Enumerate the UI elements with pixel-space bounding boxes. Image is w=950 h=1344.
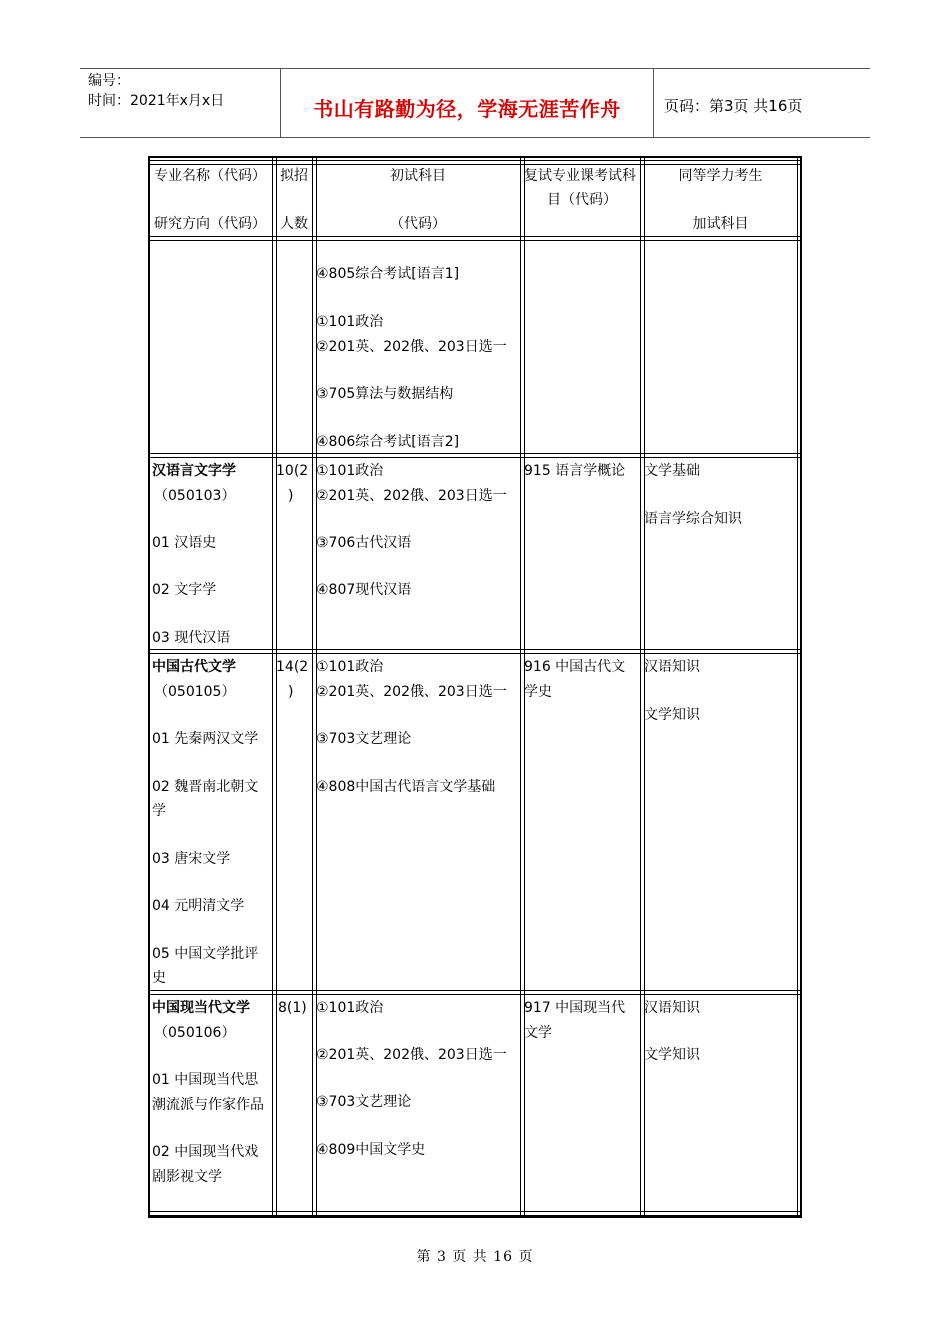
row-divider xyxy=(150,453,800,458)
column-divider xyxy=(312,158,313,1216)
quota-suffix: ) xyxy=(288,488,294,504)
extra-subject: 汉语知识 xyxy=(644,1000,700,1016)
exam-subject: ③705算法与数据结构 xyxy=(316,386,454,402)
row-divider xyxy=(150,236,800,241)
quota-suffix: ) xyxy=(288,684,294,700)
quota: 14(2 xyxy=(276,659,309,675)
extra-subject: 文学知识 xyxy=(644,1047,700,1063)
column-divider xyxy=(797,158,798,1216)
exam-subject: ③703文艺理论 xyxy=(316,1094,412,1110)
header-exam: 初试科目 xyxy=(390,168,446,184)
extra-subject: 文学基础 xyxy=(644,463,700,479)
column-divider xyxy=(276,158,277,1216)
exam-subject: ④806综合考试[语言2] xyxy=(316,434,460,450)
exam-subject: ④809中国文学史 xyxy=(316,1142,426,1158)
header-exam-code: （代码） xyxy=(390,216,446,232)
research-direction: 03 唐宋文学 xyxy=(152,851,231,867)
header-page-cell xyxy=(654,69,870,137)
column-divider xyxy=(272,158,273,1216)
retest-subject: 915 语言学概论 xyxy=(524,463,626,479)
research-direction: 01 中国现当代思 xyxy=(152,1072,259,1088)
exam-subject: ②201英、202俄、203日选一 xyxy=(316,488,507,504)
quota: 10(2 xyxy=(276,463,309,479)
page-header xyxy=(80,68,870,138)
document-time-label: 时间：2021年x月x日 xyxy=(88,93,225,109)
row-divider xyxy=(150,990,800,995)
retest-subject: 916 中国古代文 xyxy=(524,659,626,675)
exam-subject: ③703文艺理论 xyxy=(316,731,412,747)
exam-subject: ①101政治 xyxy=(316,659,384,675)
exam-subject: ②201英、202俄、203日选一 xyxy=(316,1047,507,1063)
research-direction: 学 xyxy=(152,803,166,819)
admission-table xyxy=(148,156,802,1218)
exam-subject: ④807现代汉语 xyxy=(316,582,412,598)
exam-subject: ②201英、202俄、203日选一 xyxy=(316,339,507,355)
major-name: 汉语言文字学 xyxy=(152,463,236,479)
header-extra-subjects: 加试科目 xyxy=(692,216,749,232)
document-number-label: 编号： xyxy=(88,73,130,89)
research-direction: 03 现代汉语 xyxy=(152,630,231,646)
research-direction: 05 中国文学批评 xyxy=(152,946,259,962)
header-direction: 研究方向（代码） xyxy=(154,216,266,232)
retest-subject: 文学 xyxy=(524,1025,552,1041)
exam-subject: ④808中国古代语言文学基础 xyxy=(316,779,496,795)
header-retest: 复试专业课考试科 xyxy=(524,168,636,184)
retest-subject: 917 中国现当代 xyxy=(524,1000,626,1016)
header-page-info: 页码：第3页 共16页 xyxy=(664,97,803,115)
major-name: 中国古代文学 xyxy=(152,659,236,675)
exam-subject: ④805综合考试[语言1] xyxy=(316,266,460,282)
research-direction: 史 xyxy=(152,970,166,986)
quota: 8(1) xyxy=(278,1000,307,1016)
research-direction: 02 中国现当代戏 xyxy=(152,1144,259,1160)
column-divider xyxy=(640,158,641,1216)
retest-subject: 学史 xyxy=(524,684,552,700)
exam-subject: ①101政治 xyxy=(316,1000,384,1016)
header-extra: 同等学力考生 xyxy=(678,168,763,184)
header-meta xyxy=(80,69,281,137)
research-direction: 02 文字学 xyxy=(152,582,217,598)
extra-subject: 语言学综合知识 xyxy=(644,511,742,527)
header-motto-cell xyxy=(281,69,654,137)
column-divider xyxy=(520,158,521,1216)
research-direction: 01 先秦两汉文学 xyxy=(152,731,259,747)
major-code: （050103） xyxy=(154,488,236,504)
extra-subject: 文学知识 xyxy=(644,707,700,723)
research-direction: 潮流派与作家作品 xyxy=(152,1097,264,1113)
exam-subject: ①101政治 xyxy=(316,314,384,330)
header-motto: 书山有路勤为径，学海无涯苦作舟 xyxy=(313,97,621,121)
exam-subject: ①101政治 xyxy=(316,463,384,479)
major-code: （050106） xyxy=(154,1025,236,1041)
header-major: 专业名称（代码） xyxy=(154,168,266,184)
extra-subject: 汉语知识 xyxy=(644,659,700,675)
research-direction: 04 元明清文学 xyxy=(152,898,245,914)
header-retest-code: 目（代码） xyxy=(547,192,617,208)
research-direction: 02 魏晋南北朝文 xyxy=(152,779,259,795)
row-divider xyxy=(150,649,800,654)
exam-subject: ②201英、202俄、203日选一 xyxy=(316,684,507,700)
major-name: 中国现当代文学 xyxy=(152,1000,250,1016)
major-code: （050105） xyxy=(154,684,236,700)
header-quota: 拟招 xyxy=(280,168,308,184)
page-footer: 第 3 页 共 16 页 xyxy=(416,1249,534,1265)
research-direction: 剧影视文学 xyxy=(152,1169,222,1185)
exam-subject: ③706古代汉语 xyxy=(316,535,412,551)
research-direction: 01 汉语史 xyxy=(152,535,217,551)
header-quota-unit: 人数 xyxy=(280,216,308,232)
row-divider xyxy=(150,1211,800,1216)
